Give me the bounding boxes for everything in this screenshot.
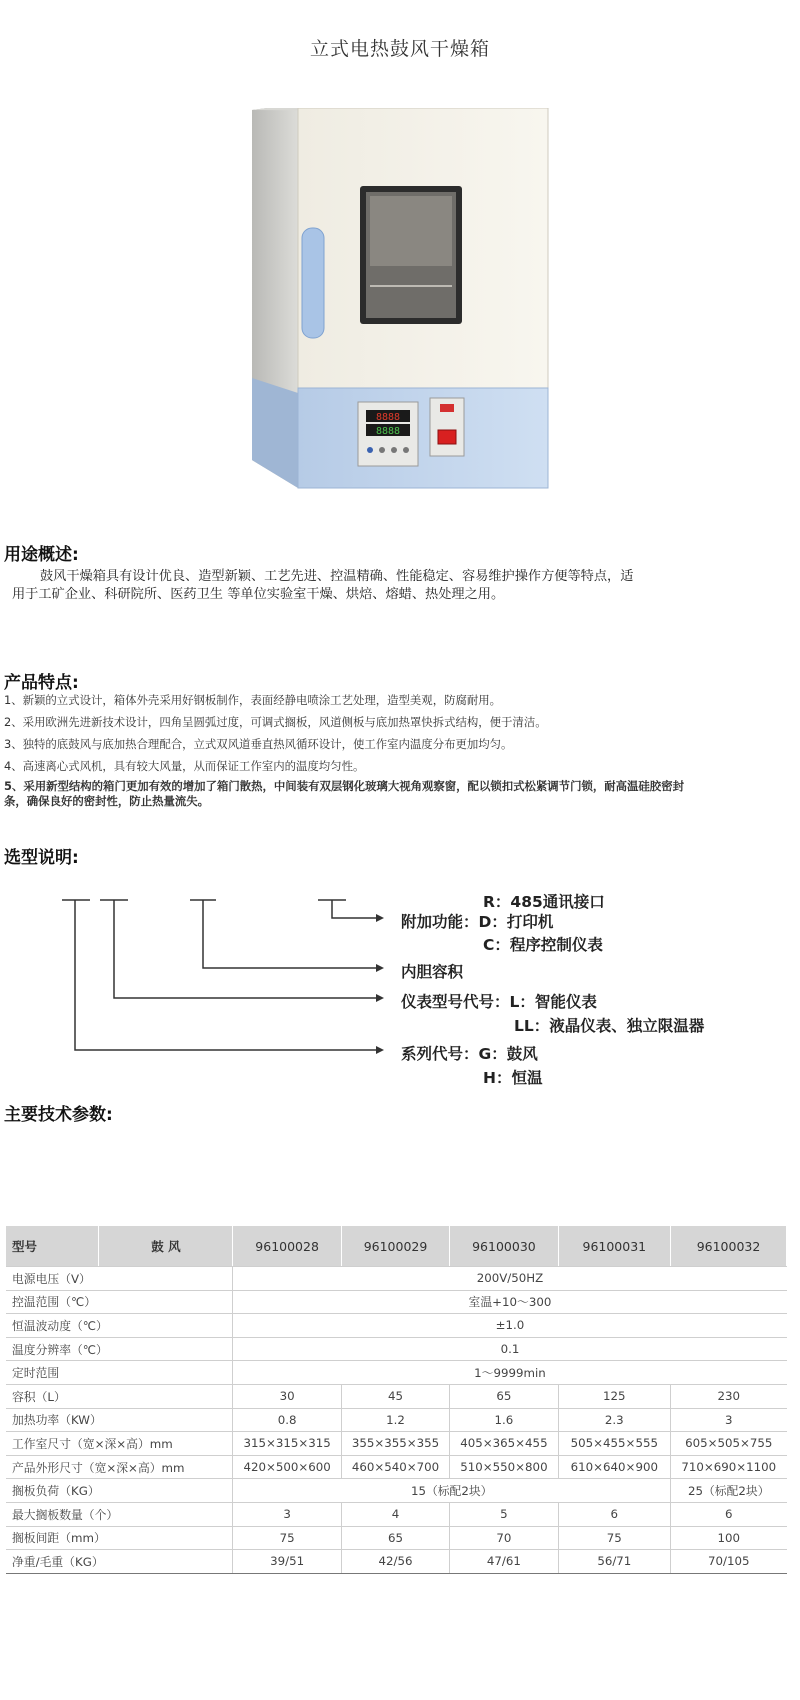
cell: 6 [558, 1502, 670, 1526]
cell: 65 [450, 1384, 558, 1408]
table-row [6, 1502, 787, 1526]
series-label: 系列代号：G：鼓风 [401, 1045, 538, 1063]
row-label: 净重/毛重（KG） [6, 1550, 233, 1574]
cell: 75 [558, 1526, 670, 1550]
header-model: 型号 [6, 1226, 99, 1267]
table-row [6, 1267, 787, 1291]
cell: 2.3 [558, 1408, 670, 1432]
table-row [6, 1526, 787, 1550]
header-model-1: 96100028 [233, 1226, 341, 1267]
page-title: 立式电热鼓风干燥箱 [309, 38, 490, 60]
addon-c-label: C：程序控制仪表 [483, 936, 603, 954]
features-heading: 产品特点: [4, 673, 79, 693]
cell: 315×315×315 [233, 1432, 341, 1456]
cell: 70/105 [671, 1550, 787, 1574]
cell: 47/61 [450, 1550, 558, 1574]
oven-base [298, 388, 548, 488]
cell: 45 [341, 1384, 449, 1408]
cell: 70 [450, 1526, 558, 1550]
usage-line-1: 鼓风干燥箱具有设计优良、造型新颖、工艺先进、控温精确、性能稳定、容易维护操作方便等特点，适 [40, 569, 634, 584]
addon-label: 附加功能：D：打印机 [401, 913, 554, 931]
cell: 3 [233, 1502, 341, 1526]
cell: 355×355×355 [341, 1432, 449, 1456]
cell: 56/71 [558, 1550, 670, 1574]
spec-table [6, 1226, 787, 1574]
row-label: 定时范围 [6, 1361, 233, 1385]
cell: 405×365×455 [450, 1432, 558, 1456]
cell: 230 [671, 1384, 787, 1408]
cell: 25（标配2块） [671, 1479, 787, 1503]
cell: 710×690×1100 [671, 1455, 787, 1479]
door-handle [302, 228, 324, 338]
row-label: 加热功率（KW） [6, 1408, 233, 1432]
cell: 3 [671, 1408, 787, 1432]
cell: 100 [671, 1526, 787, 1550]
cell: 42/56 [341, 1550, 449, 1574]
feature-item-5: 5、采用新型结构的箱门更加有效的增加了箱门散热，中间装有双层钢化玻璃大视角观察窗，配以锁扣式松紧调节门锁，耐高温硅胶密封条，确保良好的密封性，防止热量流失。 [4, 779, 684, 808]
meter-label: 仪表型号代号：L：智能仪表 [401, 993, 597, 1011]
header-model-5: 96100032 [671, 1226, 787, 1267]
drying-oven-image [250, 108, 560, 528]
feature-item-4: 4、高速离心式风机，具有较大风量，从而保证工作室内的温度均匀性。 [4, 759, 365, 773]
cell: 0.1 [233, 1337, 787, 1361]
cell: 4 [341, 1502, 449, 1526]
table-row [6, 1337, 787, 1361]
row-label: 搁板负荷（KG） [6, 1479, 233, 1503]
feature-item-2: 2、采用欧洲先进新技术设计，四角呈圆弧过度，可调式搁板，风道侧板与底加热罩快拆式结构，便于清洁。 [4, 715, 547, 729]
table-row [6, 1455, 787, 1479]
feature-item-1: 1、新颖的立式设计，箱体外壳采用好钢板制作，表面经静电喷涂工艺处理，造型美观，防腐耐用。 [4, 693, 502, 707]
table-row [6, 1550, 787, 1574]
table-row [6, 1408, 787, 1432]
row-label: 控温范围（℃） [6, 1290, 233, 1314]
header-type: 鼓 风 [99, 1226, 233, 1267]
cell: 5 [450, 1502, 558, 1526]
controller-display-top: 8888 [375, 412, 401, 423]
table-row [6, 1432, 787, 1456]
cell: 1.6 [450, 1408, 558, 1432]
row-label: 容积（L） [6, 1384, 233, 1408]
cell: 610×640×900 [558, 1455, 670, 1479]
cell: ±1.0 [233, 1314, 787, 1338]
row-label: 产品外形尺寸（宽×深×高）mm [6, 1455, 233, 1479]
table-row [6, 1290, 787, 1314]
series-h-label: H：恒温 [483, 1069, 543, 1087]
header-model-2: 96100029 [341, 1226, 449, 1267]
cell: 39/51 [233, 1550, 341, 1574]
cell: 15（标配2块） [233, 1479, 671, 1503]
cell: 室温+10～300 [233, 1290, 787, 1314]
cell: 6 [671, 1502, 787, 1526]
cell: 125 [558, 1384, 670, 1408]
header-model-3: 96100030 [450, 1226, 558, 1267]
model-code-lines [0, 880, 800, 1100]
cell: 605×505×755 [671, 1432, 787, 1456]
cell: 510×550×800 [450, 1455, 558, 1479]
selection-heading: 选型说明: [4, 848, 79, 868]
meter-ll-label: LL：液晶仪表、独立限温器 [514, 1017, 705, 1035]
table-row [6, 1384, 787, 1408]
cell: 505×455×555 [558, 1432, 670, 1456]
controller-display-bottom: 8888 [375, 426, 401, 437]
cell: 420×500×600 [233, 1455, 341, 1479]
addon-r-label: R：485通讯接口 [483, 893, 605, 911]
table-header-row [6, 1226, 787, 1267]
header-model-4: 96100031 [558, 1226, 670, 1267]
specs-heading: 主要技术参数: [4, 1105, 113, 1125]
table-row [6, 1479, 787, 1503]
usage-line-2: 用于工矿企业、科研院所、医药卫生 等单位实验室干燥、烘焙、熔蜡、热处理之用。 [12, 587, 505, 602]
row-label: 搁板间距（mm） [6, 1526, 233, 1550]
table-row [6, 1361, 787, 1385]
cell: 200V/50HZ [233, 1267, 787, 1291]
row-label: 温度分辨率（℃） [6, 1337, 233, 1361]
cell: 1～9999min [233, 1361, 787, 1385]
row-label: 电源电压（V） [6, 1267, 233, 1291]
cell: 460×540×700 [341, 1455, 449, 1479]
usage-heading: 用途概述: [4, 545, 79, 565]
feature-item-3: 3、独特的底鼓风与底加热合理配合，立式双风道垂直热风循环设计，使工作室内温度分布更加均匀。 [4, 737, 513, 751]
cell: 75 [233, 1526, 341, 1550]
cell: 0.8 [233, 1408, 341, 1432]
cell: 1.2 [341, 1408, 449, 1432]
row-label: 恒温波动度（℃） [6, 1314, 233, 1338]
inner-volume-label: 内胆容积 [401, 963, 464, 981]
row-label: 最大搁板数量（个） [6, 1502, 233, 1526]
row-label: 工作室尺寸（宽×深×高）mm [6, 1432, 233, 1456]
cell: 65 [341, 1526, 449, 1550]
table-row [6, 1314, 787, 1338]
cell: 30 [233, 1384, 341, 1408]
